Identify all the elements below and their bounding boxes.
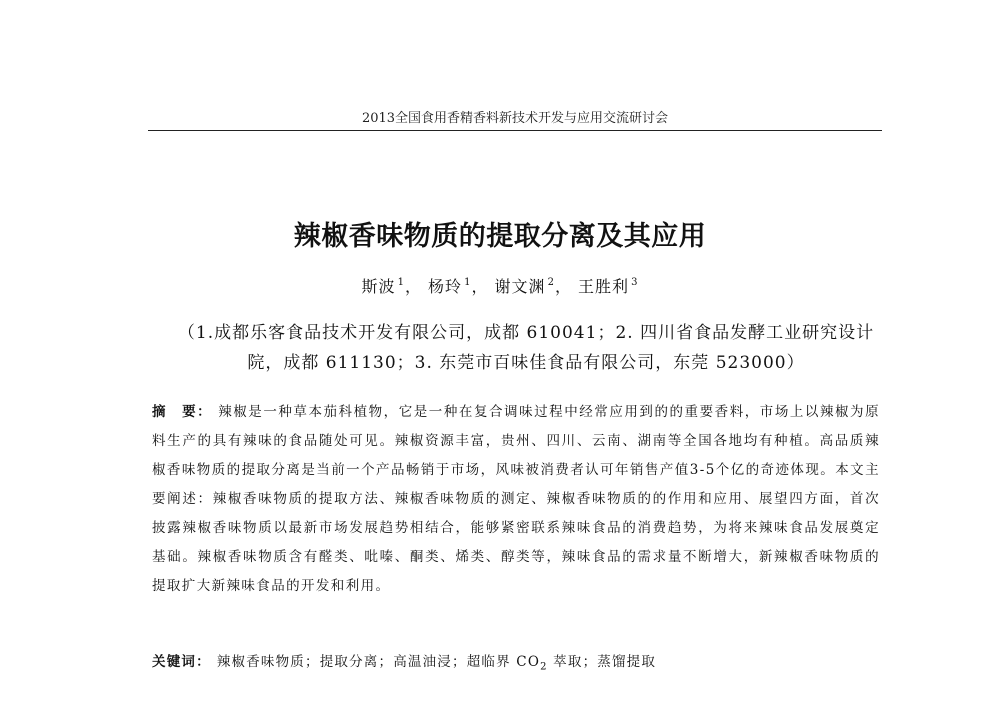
keywords-subscript: 2 (540, 661, 548, 673)
abstract-text: 辣椒是一种草本茄科植物，它是一种在复合调味过程中经常应用到的的重要香料，市场上以辣椒为原料生产的具有辣味的食品随处可见。辣椒资源丰富，贵州、四川、云南、湖南等全国各地均有种植。高品质辣椒香味物质的提取分离是当前一个产品畅销于市场，风味被消费者认可年销售产值3-5个亿的奇迹体现。本文主要阐述：辣椒香味物质的提取方法、辣椒香味物质的测定、辣椒香味物质的的作用和应用、展望四方面，首次披露辣椒香味物质以最新市场发展趋势相结合，能够紧密联系辣味食品的消费趋势，为将来辣味食品发展奠定基础。辣椒香味物质含有醛类、吡嗪、酮类、烯类、醇类等，辣味食品的需求量不断增大，新辣椒香味物质的提取扩大新辣味食品的开发和利用。 (152, 404, 880, 594)
author-affil-mark: 1 (397, 277, 405, 288)
keywords-text: 辣椒香味物质；提取分离；高温油浸；超临界 CO (216, 654, 541, 670)
header-rule (148, 130, 882, 131)
affiliations: （1.成都乐客食品技术开发有限公司，成都 610041；2. 四川省食品发酵工业研究设计院，成都 611130；3. 东莞市百味佳食品有限公司，东莞 523000） (177, 323, 875, 373)
author-affil-mark: 2 (547, 277, 555, 288)
abstract-label: 摘 要： (152, 404, 213, 420)
paper-title: 辣椒香味物质的提取分离及其应用 (293, 221, 707, 252)
keywords-label: 关键词： (152, 654, 211, 670)
abstract (152, 398, 880, 601)
author-separator: ， (404, 277, 422, 296)
author-list (0, 274, 1000, 297)
author-name: 王胜利 (578, 277, 630, 296)
running-header: 2013全国食用香精香料新技术开发与应用交流研讨会 (361, 111, 669, 126)
author-affil-mark: 1 (464, 277, 472, 288)
author-separator: ， (554, 277, 572, 296)
author-name: 斯波 (361, 277, 396, 296)
keywords-text-end: 萃取；蒸馏提取 (547, 654, 657, 670)
author-name: 杨玲 (428, 277, 463, 296)
author-affil-mark: 3 (631, 277, 639, 288)
author-name: 谢文渊 (494, 277, 546, 296)
author-separator: ， (471, 277, 489, 296)
keywords (152, 650, 880, 673)
